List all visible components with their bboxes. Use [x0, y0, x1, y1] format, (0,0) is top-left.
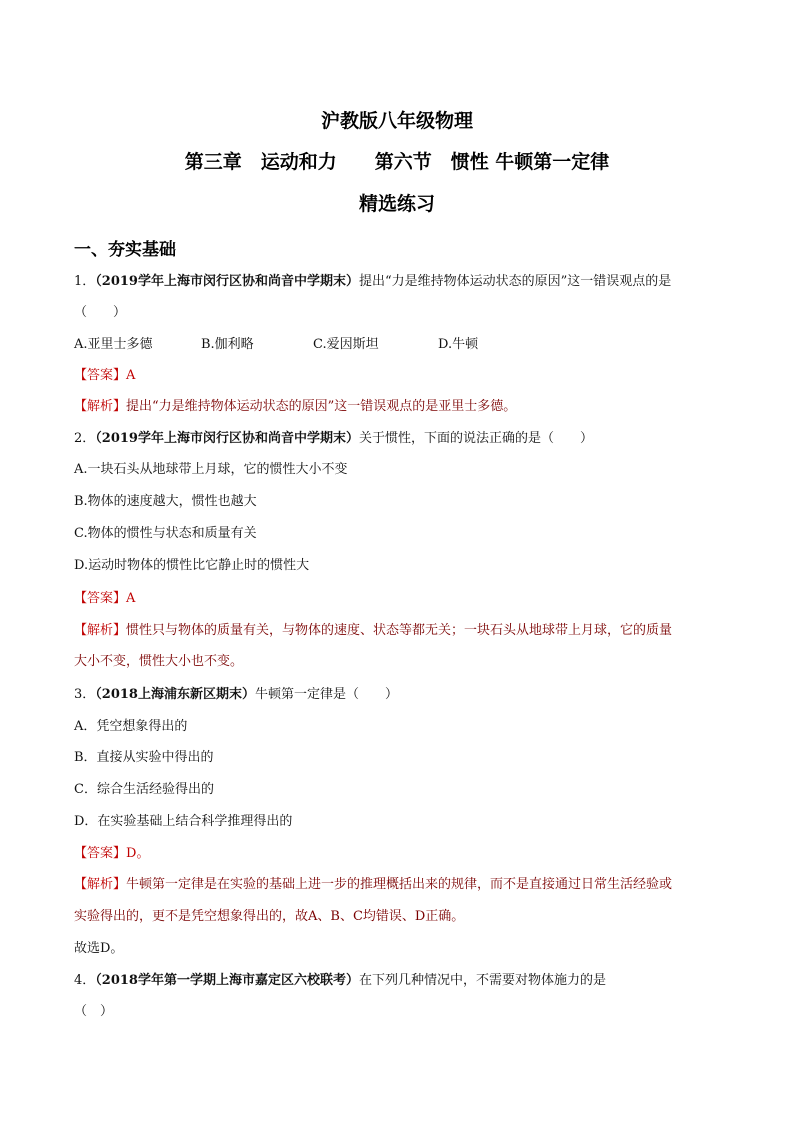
- option-d: D.运动时物体的惯性比它静止时的惯性大: [74, 558, 310, 573]
- option-c: C．综合生活经验得出的: [74, 782, 214, 797]
- question-text: 牛顿第一定律是（ ）: [254, 687, 398, 702]
- analysis-text: 惯性只与物体的质量有关，与物体的速度、状态等都无关；一块石头从地球带上月球，它的质量: [126, 623, 673, 638]
- option-b: B.物体的速度越大，惯性也越大: [74, 494, 257, 509]
- option-c: C.爱因斯坦: [313, 337, 379, 352]
- question-source: （2019学年上海市闵行区协和尚音中学期末）: [95, 431, 359, 446]
- question-source: （2018学年第一学期上海市嘉定区六校联考）: [95, 973, 359, 988]
- analysis-label: 【解析】: [74, 877, 127, 892]
- answer-label: 【答案】: [74, 368, 127, 383]
- question-3-answer: [74, 845, 149, 863]
- question-3-stem: [74, 686, 398, 704]
- analysis-label: 【解析】: [74, 623, 127, 638]
- question-1-analysis: [74, 398, 516, 416]
- question-1-bracket: （ ）: [74, 305, 127, 320]
- question-2-analysis-line-2: [74, 653, 243, 671]
- question-3-analysis-line-1: [74, 876, 672, 894]
- option-c: C.物体的惯性与状态和质量有关: [74, 526, 257, 541]
- question-text: 提出“力是维持物体运动状态的原因”这一错误观点的是: [358, 274, 672, 289]
- answer-value: A: [126, 368, 136, 383]
- option-a: A.亚里士多德: [74, 337, 153, 352]
- question-number: 3．: [74, 687, 96, 702]
- exercise-title: 精选练习: [358, 193, 435, 215]
- answer-label: 【答案】: [74, 846, 127, 861]
- analysis-label: 【解析】: [74, 399, 127, 414]
- answer-label: 【答案】: [74, 591, 127, 606]
- option-d: D．在实验基础上结合科学推理得出的: [74, 814, 293, 829]
- question-source: （2018上海浦东新区期末）: [95, 687, 255, 702]
- analysis-text: 提出“力是维持物体运动状态的原因”这一错误观点的是亚里士多德。: [126, 399, 517, 414]
- doc-title: 沪教版八年级物理: [320, 110, 473, 132]
- question-4-bracket: （ ）: [74, 1004, 114, 1019]
- option-b: B.伽利略: [201, 337, 254, 352]
- question-1-stem: [74, 273, 671, 291]
- question-source: （2019学年上海市闵行区协和尚音中学期末）: [95, 274, 359, 289]
- option-a: A．凭空想象得出的: [74, 719, 188, 734]
- analysis-text: 牛顿第一定律是在实验的基础上进一步的推理概括出来的规律，而不是直接通过日常生活经验或: [126, 877, 673, 892]
- question-2-answer: [74, 590, 135, 608]
- answer-value: A: [126, 591, 136, 606]
- answer-value: D。: [126, 846, 150, 861]
- question-text: 关于惯性，下面的说法正确的是（ ）: [358, 431, 593, 446]
- analysis-text: 实验得出的，更不是凭空想象得出的，故A、B、C均错误、D正确。: [74, 909, 465, 924]
- question-1-options: [74, 336, 478, 354]
- option-d: D.牛顿: [438, 337, 479, 352]
- question-number: 2．: [74, 431, 96, 446]
- question-number: 1．: [74, 274, 96, 289]
- option-a: A.一块石头从地球带上月球，它的惯性大小不变: [74, 462, 348, 477]
- chapter-title: 第三章 运动和力 第六节 惯性 牛顿第一定律: [184, 151, 610, 173]
- section-heading: 一、夯实基础: [74, 240, 176, 260]
- question-text: 在下列几种情况中，不需要对物体施力的是: [358, 973, 606, 988]
- question-4-stem: [74, 972, 606, 990]
- question-1-answer: [74, 367, 135, 385]
- option-b: B．直接从实验中得出的: [74, 750, 214, 765]
- question-2-stem: [74, 430, 593, 448]
- question-2-analysis-line-1: [74, 622, 672, 640]
- analysis-text: 大小不变，惯性大小也不变。: [74, 654, 244, 669]
- question-3-analysis-line-2: [74, 908, 464, 926]
- question-number: 4．: [74, 973, 96, 988]
- question-3-conclusion: 故选D。: [74, 941, 124, 956]
